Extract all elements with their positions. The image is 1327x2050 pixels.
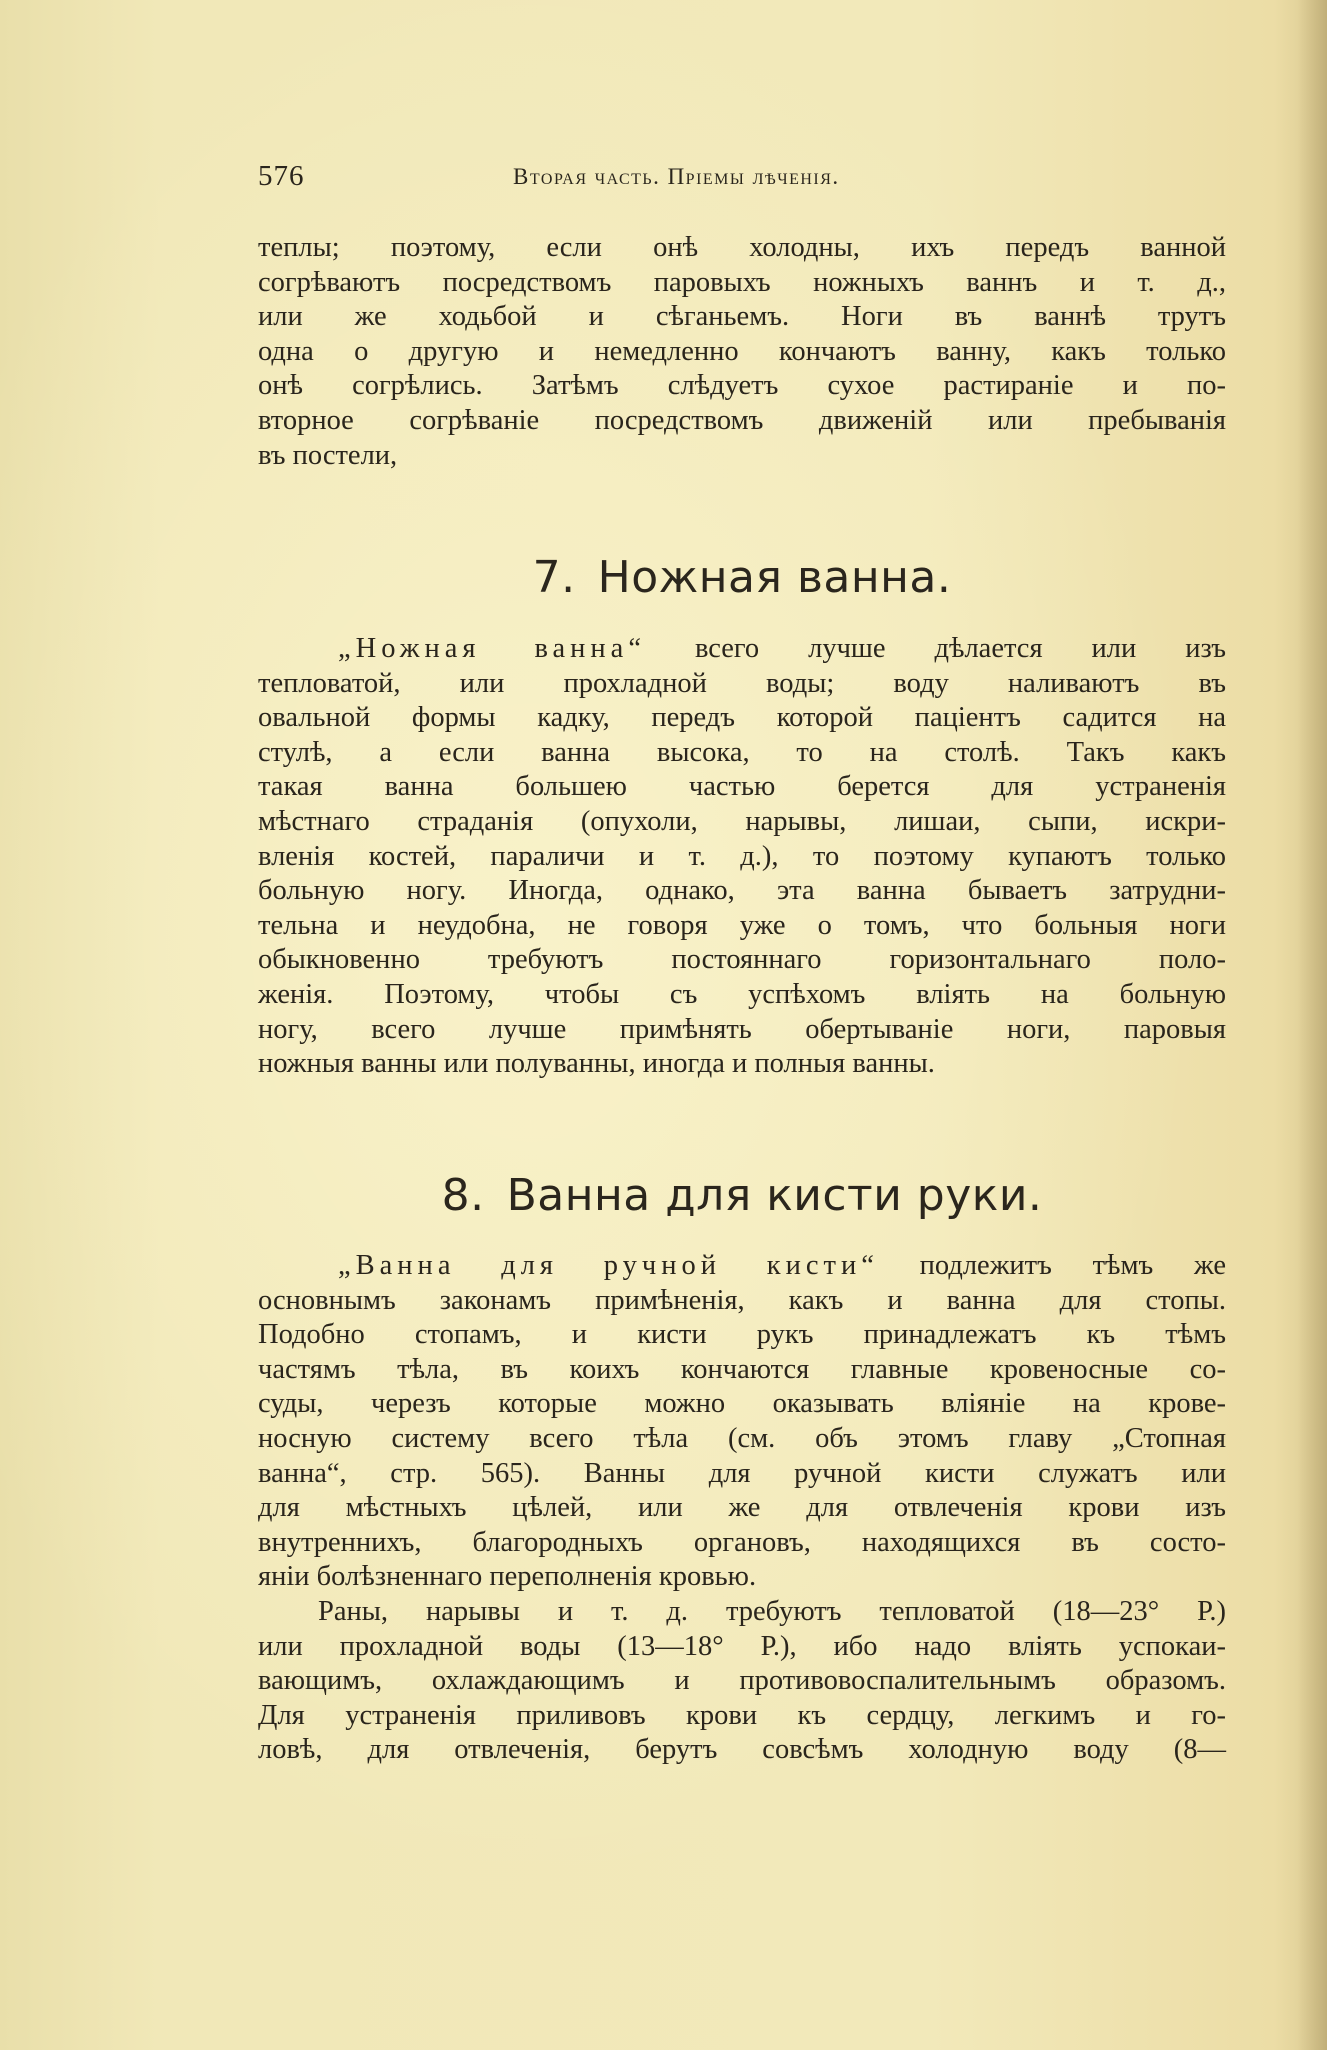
section-7-number: 7. — [532, 552, 576, 603]
text-line: теплы; поэтому, если онѣ холодны, ихъ передъ ванной — [258, 232, 1226, 263]
text-line: въ постели, — [258, 439, 398, 471]
spaced-term: „Ножная ванна“ — [338, 633, 646, 664]
text-line: тепловатой, или прохладной воды; воду наливаютъ въ — [258, 667, 1226, 699]
text-line: яніи болѣзненнаго переполненія кровью. — [258, 1561, 757, 1593]
text-line: больную ногу. Иногда, однако, эта ванна бываетъ затрудни- — [258, 875, 1226, 907]
text-line: или прохладной воды (13—18° Р.), ибо надо вліять успокаи- — [258, 1630, 1226, 1662]
text-line — [258, 1249, 1226, 1284]
text-line: ловѣ, для отвлеченія, берутъ совсѣмъ холодную воду (8— — [258, 1734, 1226, 1766]
spaced-term: „Ванна для ручной кисти“ — [338, 1250, 879, 1281]
text-fragment: подлежитъ тѣмъ же — [919, 1250, 1227, 1281]
text-line: вленія костей, параличи и т. д.), то поэтому купаютъ только — [258, 840, 1226, 872]
text-line: согрѣваютъ посредствомъ паровыхъ ножныхъ ваннъ и т. д., — [258, 266, 1226, 298]
text-line: ногу, всего лучше примѣнять обертываніе ноги, паровыя — [258, 1013, 1226, 1045]
section-8-number: 8. — [441, 1170, 485, 1221]
text-line: ножныя ванны или полуванны, иногда и полныя ванны. — [258, 1048, 935, 1080]
intro-paragraph — [258, 231, 1226, 473]
section-7-heading — [258, 552, 1226, 603]
section-8-heading — [258, 1170, 1226, 1221]
text-line — [258, 632, 1226, 667]
text-line: мѣстнаго страданія (опухоли, нарывы, лишаи, сыпи, искри- — [258, 805, 1226, 837]
running-title: Вторая часть. Пріемы лѣченія. — [513, 164, 840, 189]
text-line: такая ванна большею частью берется для устраненія — [258, 771, 1226, 803]
text-line: суды, черезъ которые можно оказывать вліяніе на крове- — [258, 1388, 1226, 1420]
text-line: ванна“, стр. 565). Ванны для ручной кисти служатъ или — [258, 1457, 1226, 1489]
text-line: Подобно стопамъ, и кисти рукъ принадлежатъ къ тѣмъ — [258, 1319, 1226, 1351]
text-line: стулѣ, а если ванна высока, то на столѣ. Такъ какъ — [258, 736, 1226, 768]
text-line: женія. Поэтому, чтобы съ успѣхомъ вліять на больную — [258, 978, 1226, 1010]
section-7-paragraph — [258, 632, 1226, 1082]
text-line: Раны, нарывы и т. д. требуютъ тепловатой (18—23° Р.) — [318, 1596, 1226, 1627]
running-head — [258, 160, 1238, 200]
text-line: вающимъ, охлаждающимъ и противовоспалительнымъ образомъ. — [258, 1665, 1226, 1697]
text-line: частямъ тѣла, въ коихъ кончаются главные кровеносные со- — [258, 1353, 1226, 1385]
text-line: овальной формы кадку, передъ которой паціентъ садится на — [258, 702, 1226, 734]
text-line: внутреннихъ, благородныхъ органовъ, находящихся въ состо- — [258, 1526, 1226, 1558]
section-8-paragraph-2 — [258, 1595, 1226, 1768]
text-line: основнымъ законамъ примѣненія, какъ и ванна для стопы. — [258, 1284, 1226, 1316]
text-line: вторное согрѣваніе посредствомъ движеній или пребыванія — [258, 404, 1226, 436]
section-7-title: Ножная ванна. — [597, 552, 952, 603]
section-8-title: Ванна для кисти руки. — [506, 1170, 1043, 1221]
page-number: 576 — [258, 160, 305, 192]
section-8-paragraph-1 — [258, 1249, 1226, 1595]
text-line: одна о другую и немедленно кончаютъ ванну, какъ только — [258, 335, 1226, 367]
text-line: или же ходьбой и сѣганьемъ. Ноги въ ваннѣ трутъ — [258, 301, 1226, 333]
text-line: Для устраненія приливовъ крови къ сердцу, легкимъ и го- — [258, 1699, 1226, 1731]
page-edge-shadow — [1297, 0, 1327, 2050]
text-line: носную систему всего тѣла (см. объ этомъ главу „Стопная — [258, 1422, 1226, 1454]
text-line: тельна и неудобна, не говоря уже о томъ, что больныя ноги — [258, 909, 1226, 941]
text-fragment: всего лучше дѣлается или изъ — [694, 633, 1226, 664]
text-line: обыкновенно требуютъ постояннаго горизонтальнаго поло- — [258, 944, 1226, 976]
text-line: онѣ согрѣлись. Затѣмъ слѣдуетъ сухое растираніе и по- — [258, 370, 1226, 402]
text-line: для мѣстныхъ цѣлей, или же для отвлеченія крови изъ — [258, 1492, 1226, 1524]
